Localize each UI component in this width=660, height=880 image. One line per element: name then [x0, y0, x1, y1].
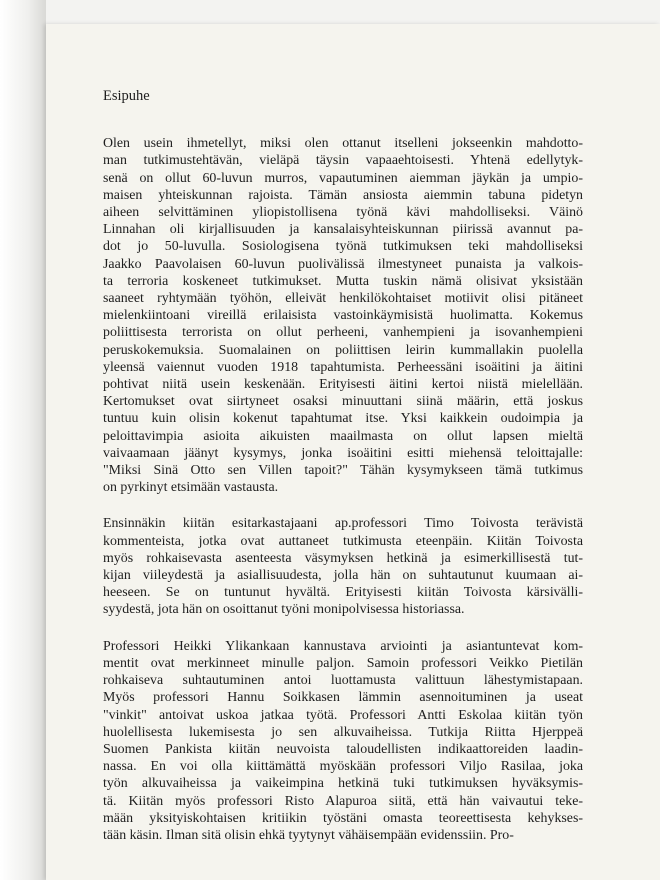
text-line: heeseen. Se on tuntunut hyvältä. Erityisesti kiitän Toivosta kärsivälli- — [103, 585, 583, 601]
text-line: dot jo 50-luvulla. Sosiologisena työnä tutkimuksen teki mahdolliseksi — [103, 239, 583, 255]
text-line: vaivaamaan jäänyt kysymys, jonka isoäitini esitti miehensä teloittajalle: — [103, 445, 583, 461]
text-line: saaneet ryhtymään työhön, elleivät henkilökohtaiset motiivit olisi pitäneet — [103, 291, 583, 307]
text-line: mään yksityiskohtaisen kritiikin työstäni omasta teoreettisesta kehykses- — [103, 810, 583, 826]
paragraph — [103, 515, 583, 618]
text-line: mentit ovat merkinneet minulle paljon. Samoin professori Veikko Pietilän — [103, 655, 583, 671]
text-line: nassa. En voi olla kiittämättä myöskään professori Viljo Rasilaa, joka — [103, 759, 583, 775]
page-heading: Esipuhe — [103, 88, 150, 104]
text-line: tä. Kiitän myös professori Risto Alapuroa siitä, että hän vaivautui teke- — [103, 793, 583, 809]
text-line: ta terroria koskeneet tutkimukset. Mutta tuskin nämä olisivat yksistään — [103, 273, 583, 289]
text-line: aiheen selvittäminen yliopistollisena työnä kävi mahdolliseksi. Väinö — [103, 205, 583, 221]
text-line: peloittavimpia asioita aikuisten maailmasta on ollut lapsen mieltä — [103, 428, 583, 444]
text-line: Ensinnäkin kiitän esitarkastajaani ap.professori Timo Toivosta terävistä — [103, 516, 583, 532]
text-line: on pyrkinyt etsimään vastausta. — [103, 480, 279, 496]
page-text — [103, 88, 583, 863]
text-line: tään käsin. Ilman sitä olisin ehkä tyytynyt vähäisempään evidenssiin. Pro- — [103, 827, 514, 843]
text-line: Olen usein ihmetellyt, miksi olen ottanut itselleni jokseenkin mahdotto- — [103, 136, 583, 152]
text-line: Jaakko Paavolaisen 60-luvun puolivälissä ilmestyneet punaista ja valkois- — [103, 256, 583, 272]
text-line: kijan viileydestä ja asiallisuudesta, jolla hän on suhtautunut kuumaan ai- — [103, 568, 583, 584]
text-line: Professori Heikki Ylikankaan kannustava arviointi ja asiantuntevat kom- — [103, 638, 583, 654]
text-line: senä on ollut 60-luvun murros, vapautuminen aiemman jäykän ja umpio- — [103, 170, 583, 186]
text-line: rohkaiseva suhtautuminen antoi luottamusta valittuun lähestymistapaan. — [103, 673, 583, 689]
text-line: peruskokemuksia. Suomalainen on poliittisen leirin kummallakin puolella — [103, 342, 583, 358]
text-line: yleensä vaiennut vuoden 1918 tapahtumista. Perheessäni isoäitini ja äitini — [103, 359, 583, 375]
text-line: "vinkit" antoivat uskoa jatkaa työtä. Professori Antti Eskolaa kiitän työn — [103, 707, 583, 723]
paragraph — [103, 638, 583, 844]
text-line: tuntuu kuin olisin kokenut tapahtumat itse. Yksi kaikkein oudoimpia ja — [103, 411, 583, 427]
text-line: kommenteista, jotka ovat auttaneet tutkimusta eteenpäin. Kiitän Toivosta — [103, 533, 583, 549]
text-line: maisen yhteiskunnan rajoista. Tämän ansiosta aiemmin tabuna pidetyn — [103, 187, 583, 203]
text-line: työn alkuvaiheissa ja vaikeimpina hetkinä tuki tutkimuksen hyväksymis- — [103, 776, 583, 792]
text-line: Kertomukset ovat siirtyneet osaksi minuuttani siinä määrin, että joskus — [103, 394, 583, 410]
text-line: pohtivat niitä usein keskenään. Erityisesti äitini kertoi niistä mielellään. — [103, 377, 583, 393]
text-line: Suomen Pankista kiitän neuvoista taloudellisten indikaattoreiden laadin- — [103, 741, 583, 757]
text-line: man tutkimustehtävän, vieläpä täysin vapaaehtoisesti. Yhtenä edellytyk- — [103, 153, 583, 169]
text-line: Myös professori Hannu Soikkasen lämmin asennoituminen ja useat — [103, 690, 583, 706]
book-page — [46, 24, 660, 880]
text-line: "Miksi Sinä Otto sen Villen tapoit?" Tähän kysymykseen tämä tutkimus — [103, 463, 583, 479]
text-line: mielenkiintoani vireillä erilaisista vastoinkäymisistä huolimatta. Kokemus — [103, 308, 583, 324]
paragraph — [103, 135, 583, 496]
paragraphs — [103, 135, 583, 844]
text-line: myös rohkaisevasta asenteesta väsymyksen hetkinä ja esimerkillisestä tut- — [103, 550, 583, 566]
page-edge-shadow — [0, 0, 46, 880]
text-line: syydestä, jota hän on osoittanut työni monipolvisessa historiassa. — [103, 602, 465, 618]
text-line: huolellisesta lukemisesta jo sen alkuvaiheissa. Tutkija Riitta Hjerppeä — [103, 724, 583, 740]
text-line: Linnahan oli kirjallisuuden ja kansalaisyhteiskunnan piirissä avannut pa- — [103, 222, 583, 238]
text-line: poliittisesta terrorista on ollut perheeni, vanhempieni ja isovanhempieni — [103, 325, 583, 341]
